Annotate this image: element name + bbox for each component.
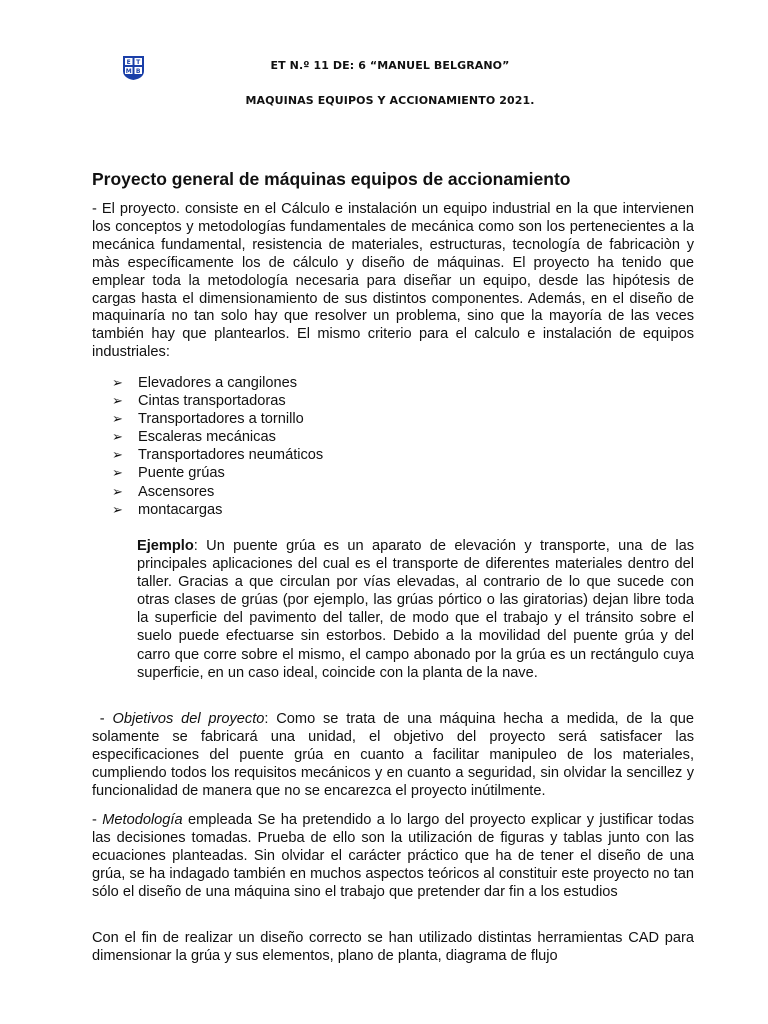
arrow-bullet-icon: ➢ bbox=[112, 411, 123, 427]
logo-letter: M bbox=[125, 68, 132, 75]
closing-paragraph: Con el fin de realizar un diseño correcto se han utilizado distintas herramientas CAD para dimensionar la grúa y sus elementos, plano de planta, diagrama de flujo bbox=[92, 930, 694, 964]
arrow-bullet-icon: ➢ bbox=[112, 465, 123, 481]
list-item-label: Puente grúas bbox=[138, 465, 225, 482]
logo-letter: E bbox=[126, 59, 131, 66]
course-header: MAQUINAS EQUIPOS Y ACCIONAMIENTO 2021. bbox=[245, 94, 535, 107]
list-item bbox=[112, 464, 323, 482]
list-item bbox=[112, 374, 323, 392]
methodology-text: empleada Se ha pretendido a lo largo del proyecto explicar y justificar todas las decisiones tomadas. Prueba de ello son la utilización de figuras y tablas junto con las ecuaciones planteadas. Sin olvidar el carácter práctico que ha de tener el diseño de una grúa, se ha indagado también en muchos aspectos teóricos al constituir este proyecto no tan sólo el diseño de una máquina sino el trabajo que pretender dar fin a los estudios bbox=[92, 812, 695, 900]
logo-letter: T bbox=[136, 59, 141, 66]
arrow-bullet-icon: ➢ bbox=[112, 393, 123, 409]
list-item-label: Cintas transportadoras bbox=[138, 393, 286, 410]
objectives-label: Objetivos del proyecto bbox=[112, 711, 265, 727]
objectives-paragraph bbox=[92, 711, 694, 801]
list-item-label: Transportadores a tornillo bbox=[138, 411, 304, 428]
logo-letter: B bbox=[135, 68, 141, 75]
list-item bbox=[112, 501, 323, 519]
list-item bbox=[112, 410, 323, 428]
methodology-prefix: - bbox=[92, 812, 103, 828]
intro-paragraph: - El proyecto. consiste en el Cálculo e instalación un equipo industrial en la que intervienen los conceptos y metodologías fundamentales de mecánica como son los pertenecientes a la mecánica fundamental, resistencia de materiales, estructuras, tecnología de fabricaciòn y màs específicamente los de cálculo y diseño de máquinas. El proyecto ha tenido que emplear toda la metodología necesaria para diseñar un equipo, desde las hipótesis de cargas hasta el dimensionamiento de sus distintos componentes. Además, en el diseño de maquinaría no tan solo hay que resolver un problema, sino que la mayoría de las veces también hay que plantearlos. El mismo criterio para el calculo e instalación de equipos industriales: bbox=[92, 201, 694, 361]
arrow-bullet-icon: ➢ bbox=[112, 483, 123, 499]
example-text: : Un puente grúa es un aparato de elevación y transporte, una de las principales aplicaciones del cual es el transporte de diferentes materiales dentro del taller. Gracias a que circulan por vías elevadas, al contrario de lo que sucede con otras clases de grúas (por ejemplo, las grúas pórtico o las giratorias) dejan libre toda la superficie del pavimento del taller, de modo que el trabajo y el tránsito sobre el suelo puede efectuarse sin estorbos. Debido a la movilidad del puente grúa y del carro que corre sobre el mismo, el campo abonado por la grúa es un rectángulo cuya superficie, en un caso ideal, coincide con la planta de la nave. bbox=[137, 538, 694, 681]
arrow-bullet-icon: ➢ bbox=[112, 501, 123, 517]
list-item bbox=[112, 446, 323, 464]
equipment-list bbox=[112, 374, 323, 519]
arrow-bullet-icon: ➢ bbox=[112, 375, 123, 390]
arrow-bullet-icon: ➢ bbox=[112, 429, 123, 445]
list-item-label: Escaleras mecánicas bbox=[138, 429, 276, 446]
methodology-paragraph bbox=[92, 812, 694, 902]
example-paragraph bbox=[137, 537, 694, 682]
document-title: Proyecto general de máquinas equipos de accionamiento bbox=[92, 169, 571, 189]
school-header: ET N.º 11 DE: 6 “MANUEL BELGRANO” bbox=[270, 59, 510, 72]
list-item bbox=[112, 428, 323, 446]
list-item-label: Elevadores a cangilones bbox=[138, 375, 298, 391]
list-item-label: montacargas bbox=[138, 501, 223, 518]
methodology-label: Metodología bbox=[102, 812, 183, 828]
list-item-label: Transportadores neumáticos bbox=[138, 447, 324, 464]
objectives-prefix: - bbox=[92, 711, 113, 727]
list-item bbox=[112, 483, 323, 501]
example-label: Ejemplo bbox=[137, 538, 194, 554]
objectives-text: : Como se trata de una máquina hecha a medida, de la que solamente se fabricará una unidad, el objetivo del proyecto será satisfacer las especificaciones del puente grúa en cuanto a facilitar manipuleo de los materiales, cumpliendo todos los requisitos mecánicos y en cuanto a seguridad, sin olvidar la sencillez y funcionalidad de manera que no se encarezca el proyecto inútilmente. bbox=[92, 711, 694, 799]
list-item-label: Ascensores bbox=[138, 483, 215, 500]
arrow-bullet-icon: ➢ bbox=[112, 447, 123, 463]
list-item bbox=[112, 392, 323, 410]
